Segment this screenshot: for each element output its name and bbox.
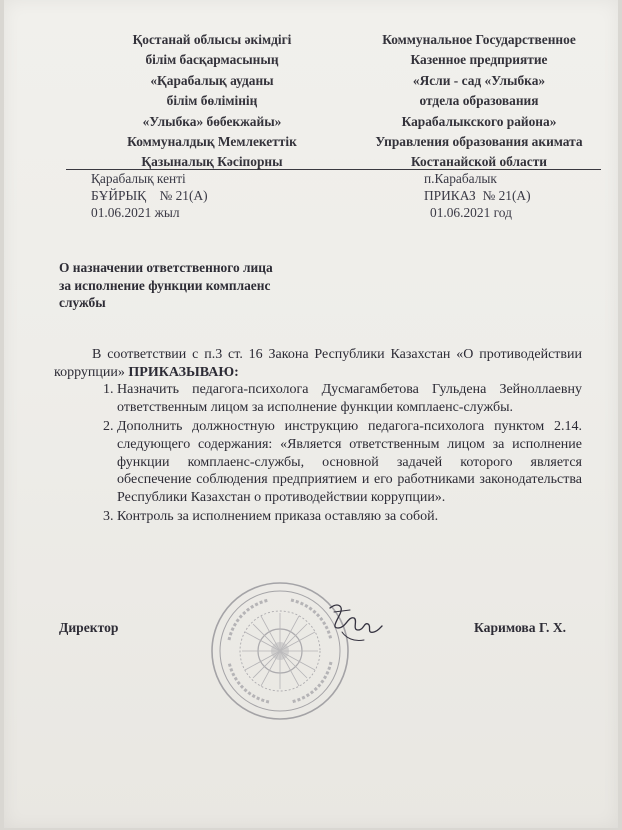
header-line: Қостанай облысы әкімдігі (132, 32, 292, 47)
signatory-title: Директор (59, 620, 119, 635)
preamble-text: В соответствии с п.3 ст. 16 Закона Республики Казахстан «О противодействии коррупции» (54, 347, 582, 380)
order-keyword: ПРИКАЗЫВАЮ: (128, 364, 239, 380)
list-item (54, 508, 582, 526)
header-line: «Қарабалық ауданы (150, 72, 274, 88)
subject-line: О назначении ответственного лица (59, 260, 273, 275)
place: Қарабалық кенті (91, 171, 186, 186)
header-line: «Улыбка» бөбекжайы» (142, 113, 282, 129)
header-kazakh (92, 30, 332, 173)
header-line: білім бөлімінің (166, 93, 258, 109)
order-date: 01.06.2021 жыл (91, 205, 180, 220)
header-line: Коммуналдық Мемлекеттік (127, 134, 297, 150)
order-items (54, 381, 582, 526)
item-text: Дополнить должностную инструкцию педагога-психолога пунктом 2.14. следующего содержания: «Является ответственным лицом за исполнение функции комплаенс-службы, основной задачей которого является обеспечение соблюдения предприятием и его работниками законодательства Республики Казахстан о противодействии коррупции». (117, 419, 582, 505)
handwritten-signature-icon (324, 598, 384, 646)
subject-line: за исполнение функции комплаенс (59, 277, 271, 293)
header-line: Қазыналық Кәсіпорны (141, 154, 283, 170)
header-line: отдела образования (419, 93, 539, 109)
subject-line: службы (59, 295, 106, 311)
list-item (54, 418, 582, 506)
place: п.Карабалык (424, 171, 497, 186)
header-line: «Ясли - сад «Улыбка» (412, 72, 546, 88)
order-number: БҰЙРЫҚ № 21(А) (91, 188, 208, 203)
header-line: Коммунальное Государственное (382, 32, 576, 47)
header-line: Карабалыкского района» (401, 113, 557, 129)
header-line: Управления образования акимата (375, 134, 583, 150)
order-subject (59, 259, 273, 312)
item-number: 1. (103, 382, 114, 398)
list-item (54, 381, 582, 416)
order-meta-kazakh (91, 170, 208, 221)
header-russian (354, 30, 604, 173)
preamble (54, 346, 582, 381)
item-number: 2. (103, 419, 114, 435)
order-body (54, 346, 582, 528)
item-text: Назначить педагога-психолога Дусмагамбетова Гульдена Зейноллаевну ответственным лицом за исполнение функции комплаенс-службы. (117, 382, 582, 415)
signatory-name: Каримова Г. Х. (474, 620, 567, 635)
header-line: Костанайской области (411, 154, 547, 170)
item-text: Контроль за исполнением приказа оставляю за собой. (117, 509, 439, 525)
order-meta-russian (424, 170, 531, 221)
item-number: 3. (103, 509, 114, 525)
order-number: ПРИКАЗ № 21(А) (424, 188, 531, 203)
header-line: Казенное предприятие (410, 52, 548, 68)
order-date: 01.06.2021 год (430, 205, 512, 220)
header-line: білім басқармасының (145, 52, 279, 68)
document-page (4, 0, 618, 828)
